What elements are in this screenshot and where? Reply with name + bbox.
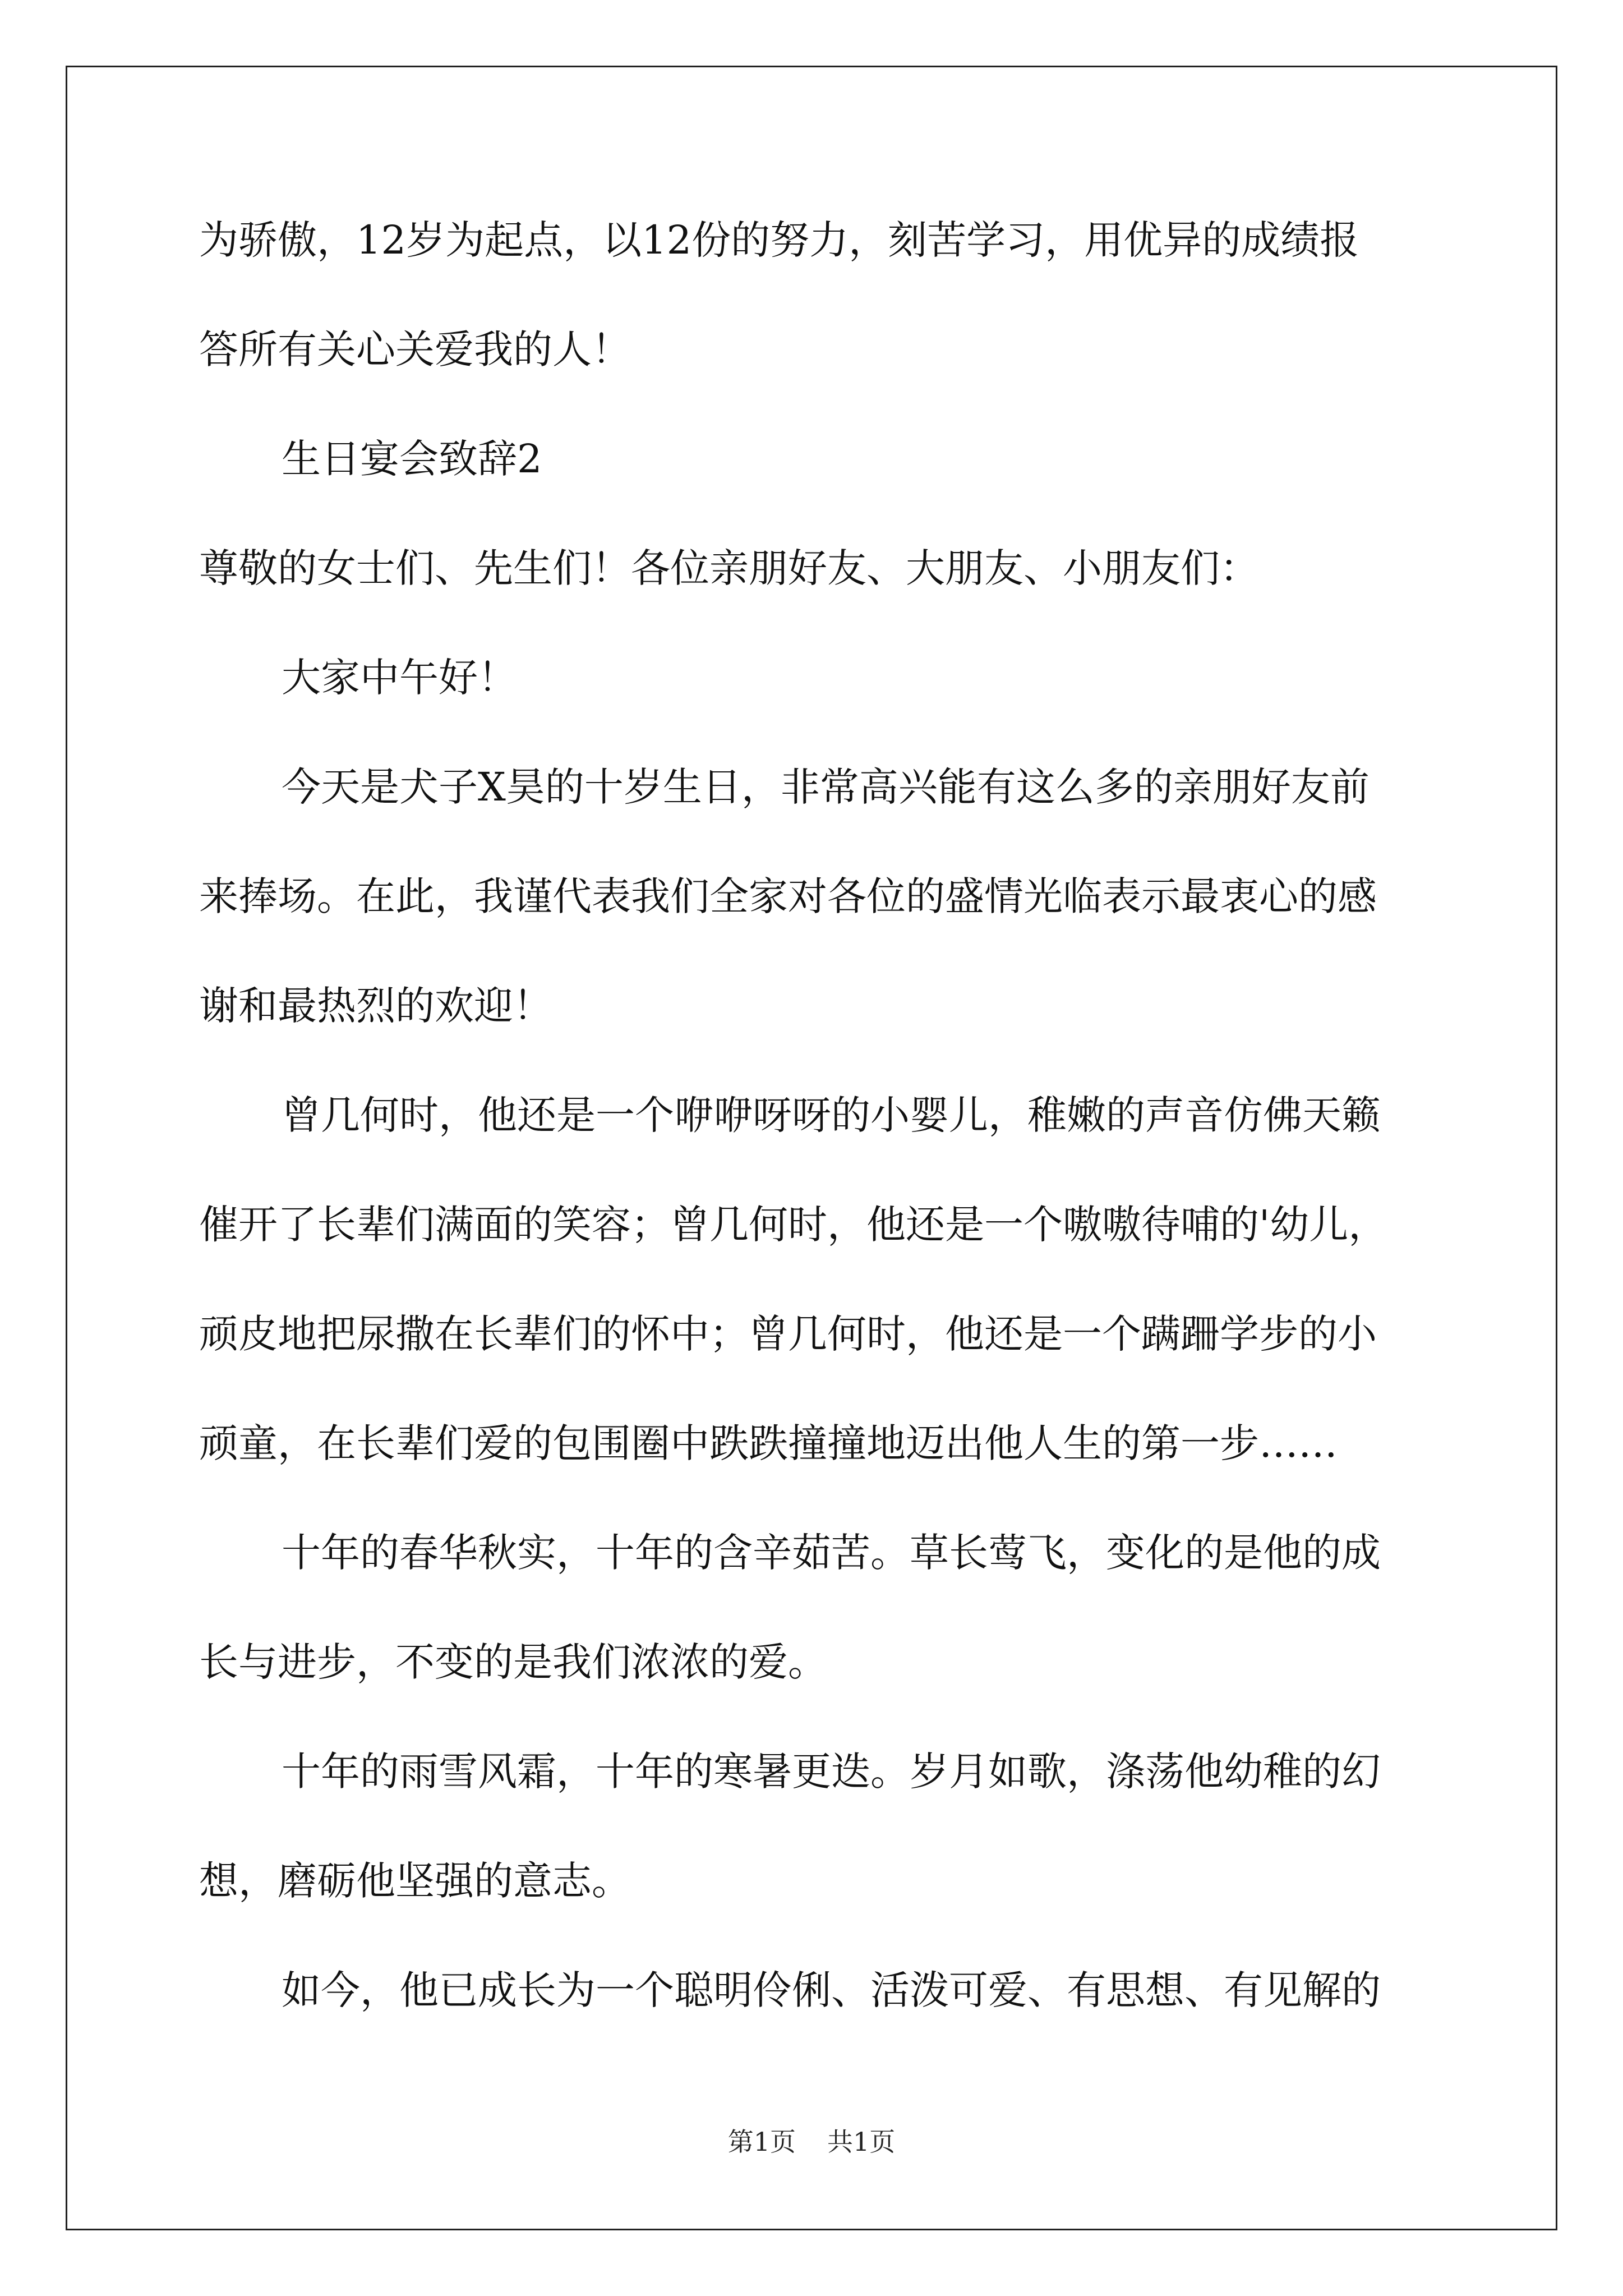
text-line: 来捧场。在此，我谨代表我们全家对各位的盛情光临表示最衷心的感 bbox=[199, 873, 1377, 919]
section-heading: 生日宴会致辞2 bbox=[282, 436, 542, 482]
text-line: 顽童，在长辈们爱的包围圈中跌跌撞撞地迈出他人生的第一步…… bbox=[199, 1420, 1338, 1466]
text-line: 今天是犬子X昊的十岁生日，非常高兴能有这么多的亲朋好友前 bbox=[282, 764, 1370, 810]
text-line: 答所有关心关爱我的人！ bbox=[199, 326, 631, 372]
text-line: 十年的春华秋实，十年的含辛茹苦。草长莺飞，变化的是他的成 bbox=[282, 1530, 1381, 1576]
text-line: 为骄傲，12岁为起点，以12份的努力，刻苦学习，用优异的成绩报 bbox=[199, 217, 1359, 263]
page-number: 第1页 bbox=[727, 2127, 796, 2157]
text-line: 十年的雨雪风霜，十年的寒暑更迭。岁月如歌，涤荡他幼稚的幻 bbox=[282, 1749, 1381, 1795]
text-line: 长与进步，不变的是我们浓浓的爱。 bbox=[199, 1639, 827, 1685]
text-line: 曾几何时，他还是一个咿咿呀呀的小婴儿，稚嫩的声音仿佛天籁 bbox=[282, 1092, 1381, 1138]
text-line: 如今，他已成长为一个聪明伶俐、活泼可爱、有思想、有见解的 bbox=[282, 1967, 1381, 2013]
text-line: 想，磨砺他坚强的意志。 bbox=[199, 1858, 631, 1904]
text-line: 催开了长辈们满面的笑容；曾几何时，他还是一个嗷嗷待哺的'幼儿， bbox=[199, 1202, 1388, 1248]
page-footer bbox=[0, 2125, 1623, 2159]
text-line: 谢和最热烈的欢迎！ bbox=[199, 983, 552, 1029]
salutation: 尊敬的女士们、先生们！各位亲朋好友、大朋友、小朋友们： bbox=[199, 545, 1259, 591]
page-total: 共1页 bbox=[827, 2127, 896, 2157]
greeting: 大家中午好！ bbox=[282, 655, 517, 701]
text-line: 顽皮地把尿撒在长辈们的怀中；曾几何时，他还是一个蹒跚学步的小 bbox=[199, 1311, 1377, 1357]
